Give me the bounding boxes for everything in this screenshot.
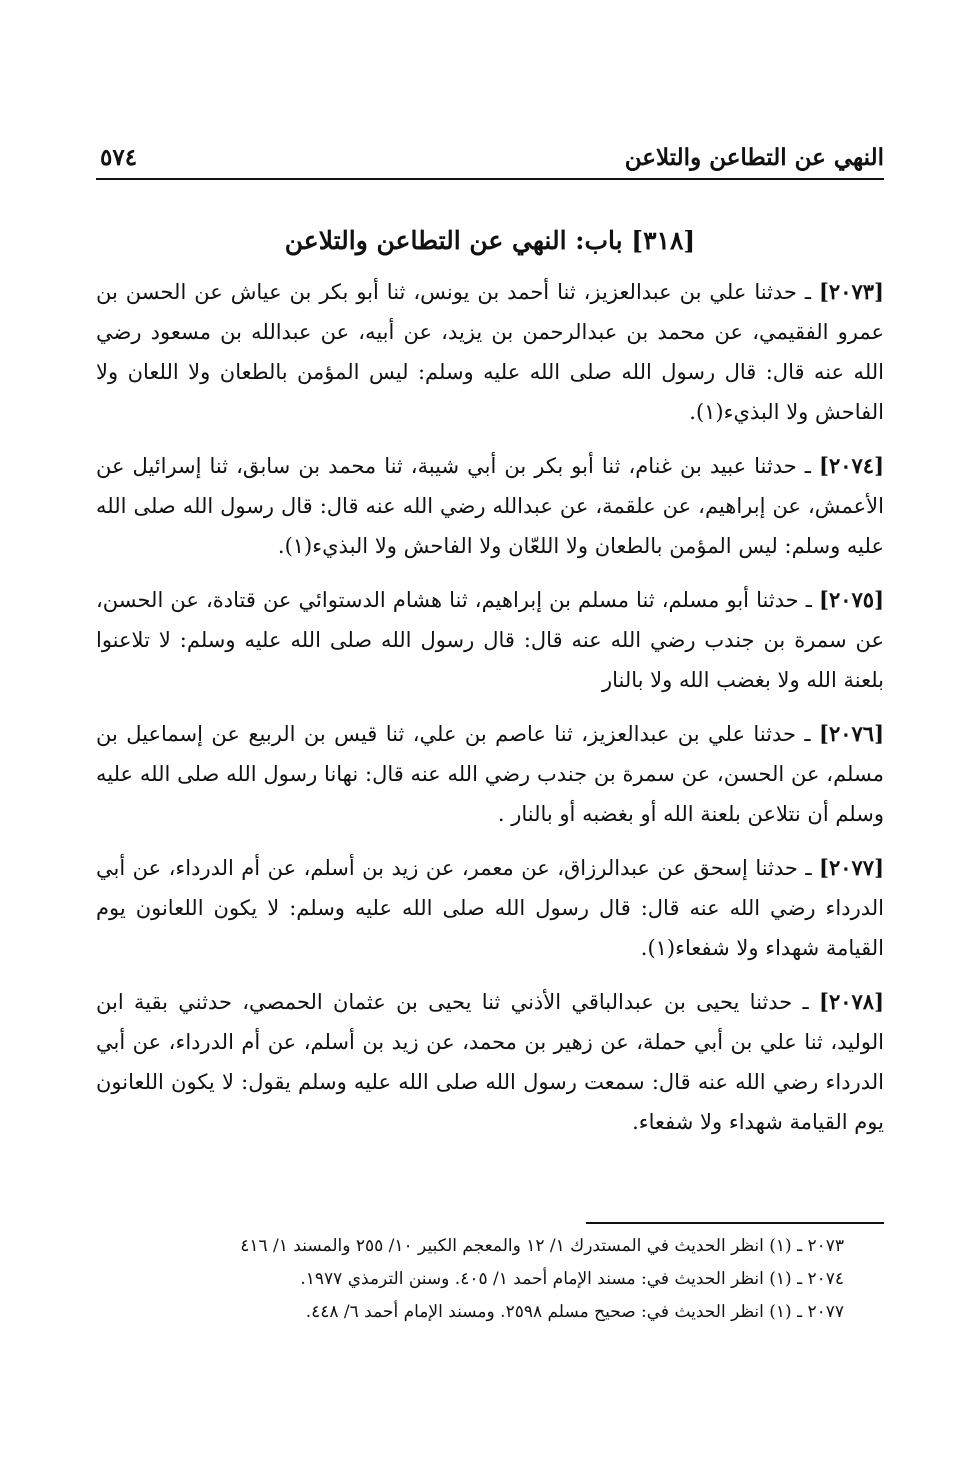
- footnote-2077: ٢٠٧٧ ـ (١) انظر الحديث في: صحيح مسلم ٢٥٩٨. ومسند الإمام أحمد ٦/ ٤٤٨.: [305, 1302, 844, 1322]
- hadith-number: [٢٠٧٧]: [819, 855, 884, 880]
- hadith-2073: [96, 272, 884, 432]
- hadith-text: ـ حدثنا يحيى بن عبدالباقي الأذني ثنا يحيى بن عثمان الحمصي، حدثني بقية ابن الوليد، ثنا علي بن أبي حملة، عن زهير بن محمد، عن زيد بن أسلم، عن أم الدرداء، عن أبي الدرداء رضي الله عنه قال: سمعت رسول الله صلى الله عليه وسلم يقول: لا يكون اللعانون يوم القيامة شهداء ولا شفعاء.: [96, 990, 884, 1134]
- hadith-text: ـ حدثنا علي بن عبدالعزيز، ثنا أحمد بن يونس، ثنا أبو بكر بن عياش عن الحسن بن عمرو الفقيمي، عن محمد بن عبدالرحمن بن يزيد، عن أبيه، عن عبدالله بن مسعود رضي الله عنه قال: قال رسول الله صلى الله عليه وسلم: ليس المؤمن بالطعان ولا اللعان ولا الفاحش ولا البذيء(١).: [96, 280, 884, 424]
- hadith-number: [٢٠٧٣]: [818, 279, 884, 304]
- header-title: النهي عن التطاعن والتلاعن: [624, 144, 884, 171]
- hadith-number: [٢٠٧٥]: [819, 587, 884, 612]
- hadith-number: [٢٠٧٦]: [819, 721, 884, 746]
- hadith-2075: [96, 580, 884, 700]
- hadith-text: ـ حدثنا عبيد بن غنام، ثنا أبو بكر بن أبي شيبة، ثنا محمد بن سابق، ثنا إسرائيل عن الأعمش، عن إبراهيم، عن علقمة، عن عبدالله رضي الله عنه قال: قال رسول الله صلى الله عليه وسلم: ليس المؤمن بالطعان ولا اللعّان ولا الفاحش ولا البذيء(١).: [96, 454, 884, 558]
- hadith-number: [٢٠٧٨]: [819, 989, 884, 1014]
- hadith-2074: [96, 446, 884, 566]
- chapter-title: [٣١٨] باب: النهي عن التطاعن والتلاعن: [284, 226, 696, 255]
- hadith-2077: [96, 848, 884, 968]
- hadith-text: ـ حدثنا إسحق عن عبدالرزاق، عن معمر، عن زيد بن أسلم، عن أم الدرداء، عن أبي الدرداء رضي الله عنه قال: قال رسول الله صلى الله عليه وسلم: لا يكون اللعانون يوم القيامة شهداء ولا شفعاء(١).: [96, 856, 884, 960]
- footnote-divider: [586, 1222, 884, 1224]
- hadith-list: [96, 272, 884, 1156]
- hadith-2076: [96, 714, 884, 834]
- header-divider: [96, 178, 884, 180]
- footnotes: [96, 1230, 844, 1329]
- running-header: [96, 140, 884, 180]
- page-number: ٥٧٤: [100, 144, 138, 171]
- footnote-2073: ٢٠٧٣ ـ (١) انظر الحديث في المستدرك ١/ ١٢ والمعجم الكبير ١٠/ ٢٥٥ والمسند ١/ ٤١٦: [240, 1236, 844, 1256]
- hadith-2078: [96, 982, 884, 1142]
- hadith-text: ـ حدثنا أبو مسلم، ثنا مسلم بن إبراهيم، ثنا هشام الدستوائي عن قتادة، عن الحسن، عن سمرة بن جندب رضي الله عنه قال: قال رسول الله صلى الله عليه وسلم: لا تلاعنوا بلعنة الله ولا بغضب الله ولا بالنار: [96, 588, 884, 692]
- hadith-number: [٢٠٧٤]: [819, 453, 884, 478]
- hadith-text: ـ حدثنا علي بن عبدالعزيز، ثنا عاصم بن علي، ثنا قيس بن الربيع عن إسماعيل بن مسلم، عن الحسن، عن سمرة بن جندب رضي الله عنه قال: نهانا رسول الله صلى الله عليه وسلم أن نتلاعن بلعنة الله أو بغضبه أو بالنار .: [96, 722, 884, 826]
- footnote-2074: ٢٠٧٤ ـ (١) انظر الحديث في: مسند الإمام أحمد ١/ ٤٠٥. وسنن الترمذي ١٩٧٧.: [300, 1269, 844, 1289]
